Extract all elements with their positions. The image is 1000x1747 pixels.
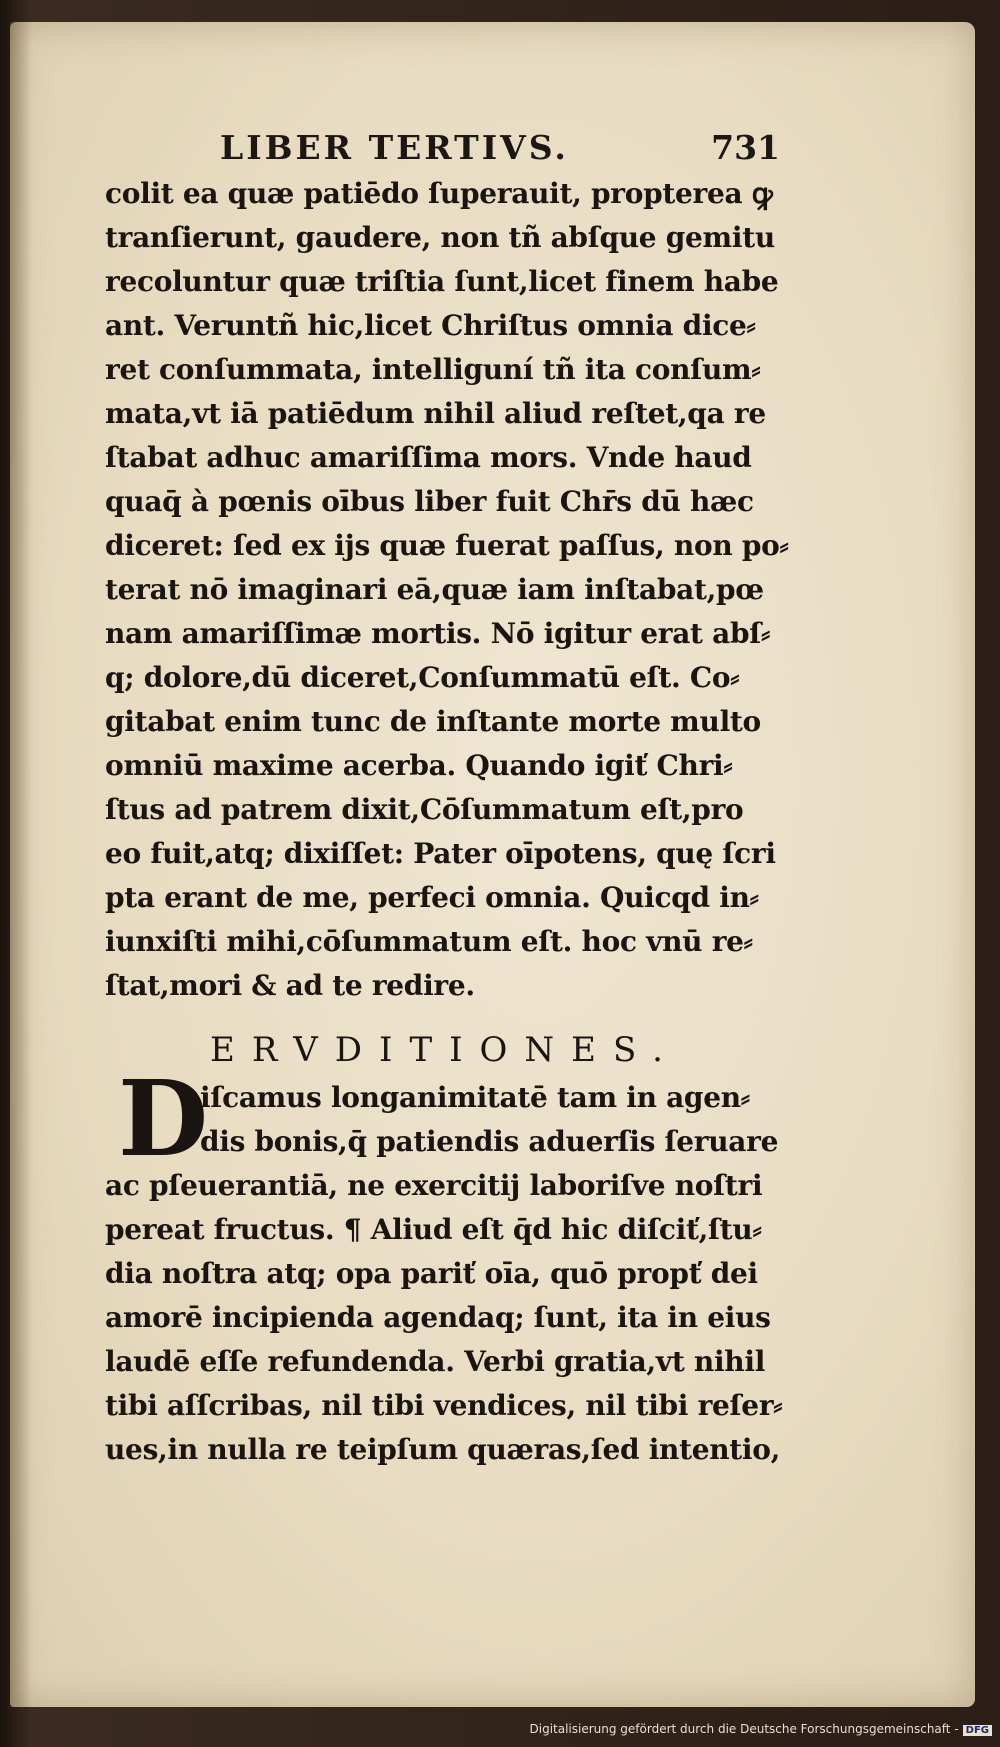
text-line: mata,vt iā patiēdum nihil aliud reſtet,qa re bbox=[105, 397, 766, 430]
text-line: amorē incipienda agendaq; ſunt, ita in eius bbox=[105, 1301, 771, 1334]
text-line: recoluntur quæ triſtia ſunt,licet finem habe bbox=[105, 265, 779, 298]
text-line: terat nō imaginari eā,quæ iam inſtabat,pœ bbox=[105, 573, 764, 606]
text-line: pta erant de me, perfeci omnia. Quicqd in⸗ bbox=[105, 881, 759, 914]
text-line: omniū maxime acerba. Quando igiť Chri⸗ bbox=[105, 749, 733, 782]
dfg-logo: DFG bbox=[963, 1725, 992, 1736]
text-line: ret conſummata, intelliguní tñ ita conſum⸗ bbox=[105, 353, 761, 386]
text-line: iunxiſti mihi,cōſummatum eſt. hoc vnū re⸗ bbox=[105, 925, 753, 958]
text-line: tibi aſſcribas, nil tibi vendices, nil tibi reſer⸗ bbox=[105, 1389, 783, 1422]
text-line: colit ea quæ patiēdo ſuperauit, propterea ꝙ bbox=[105, 177, 773, 210]
credit-text: Digitalisierung gefördert durch die Deutsche Forschungsgemeinschaft - bbox=[529, 1722, 959, 1736]
text-line: quaq̄ à pœnis oībus liber fuit Chr̄s dū hæc bbox=[105, 485, 754, 518]
running-head bbox=[220, 128, 780, 172]
section-text bbox=[105, 1076, 825, 1472]
text-line: pereat fructus. ¶ Aliud eſt q̄d hic diſciť,ſtu⸗ bbox=[105, 1213, 762, 1246]
text-line: q; dolore,dū diceret,Conſummatū eſt. Co⸗ bbox=[105, 661, 740, 694]
text-line: gitabat enim tunc de inſtante morte multo bbox=[105, 705, 761, 738]
page-gutter-shadow bbox=[10, 22, 32, 1707]
text-line: ant. Veruntñ hic,licet Chriſtus omnia dice⸗ bbox=[105, 309, 756, 342]
text-line: dis bonis,q̄ patiendis aduerſis ſeruare bbox=[200, 1125, 779, 1158]
text-line: nam amariſſimæ mortis. Nō igitur erat abſ⸗ bbox=[105, 617, 771, 650]
digitization-credit bbox=[530, 1722, 993, 1736]
section-heading: ERVDITIONES. bbox=[210, 1030, 680, 1070]
text-line: tranſierunt, gaudere, non tñ abſque gemitu bbox=[105, 221, 775, 254]
body-text bbox=[105, 172, 825, 1008]
text-line: ac pſeuerantiā, ne exercitij laboriſve noſtri bbox=[105, 1169, 763, 1202]
text-line: dia noſtra atq; opa pariť oīa, quō propť dei bbox=[105, 1257, 758, 1290]
text-line: ues,in nulla re teipſum quæras,ſed intentio, bbox=[105, 1433, 781, 1466]
text-line: ſtus ad patrem dixit,Cōſummatum eſt,pro bbox=[105, 793, 744, 826]
text-line: diceret: ſed ex ijs quæ fuerat paſſus, non po⸗ bbox=[105, 529, 789, 562]
text-line: ſtabat adhuc amariſſima mors. Vnde haud bbox=[105, 441, 752, 474]
page-number: 731 bbox=[711, 128, 780, 167]
text-line: ſtat,mori & ad te redire. bbox=[105, 969, 475, 1002]
running-title: LIBER TERTIVS. bbox=[220, 128, 569, 167]
drop-cap-initial: D bbox=[118, 1057, 209, 1180]
text-line: eo fuit,atq; dixiſſet: Pater oīpotens, quę ſcri bbox=[105, 837, 776, 870]
text-line: laudē eſſe refundenda. Verbi gratia,vt nihil bbox=[105, 1345, 766, 1378]
text-line: iſcamus longanimitatē tam in agen⸗ bbox=[200, 1081, 750, 1114]
